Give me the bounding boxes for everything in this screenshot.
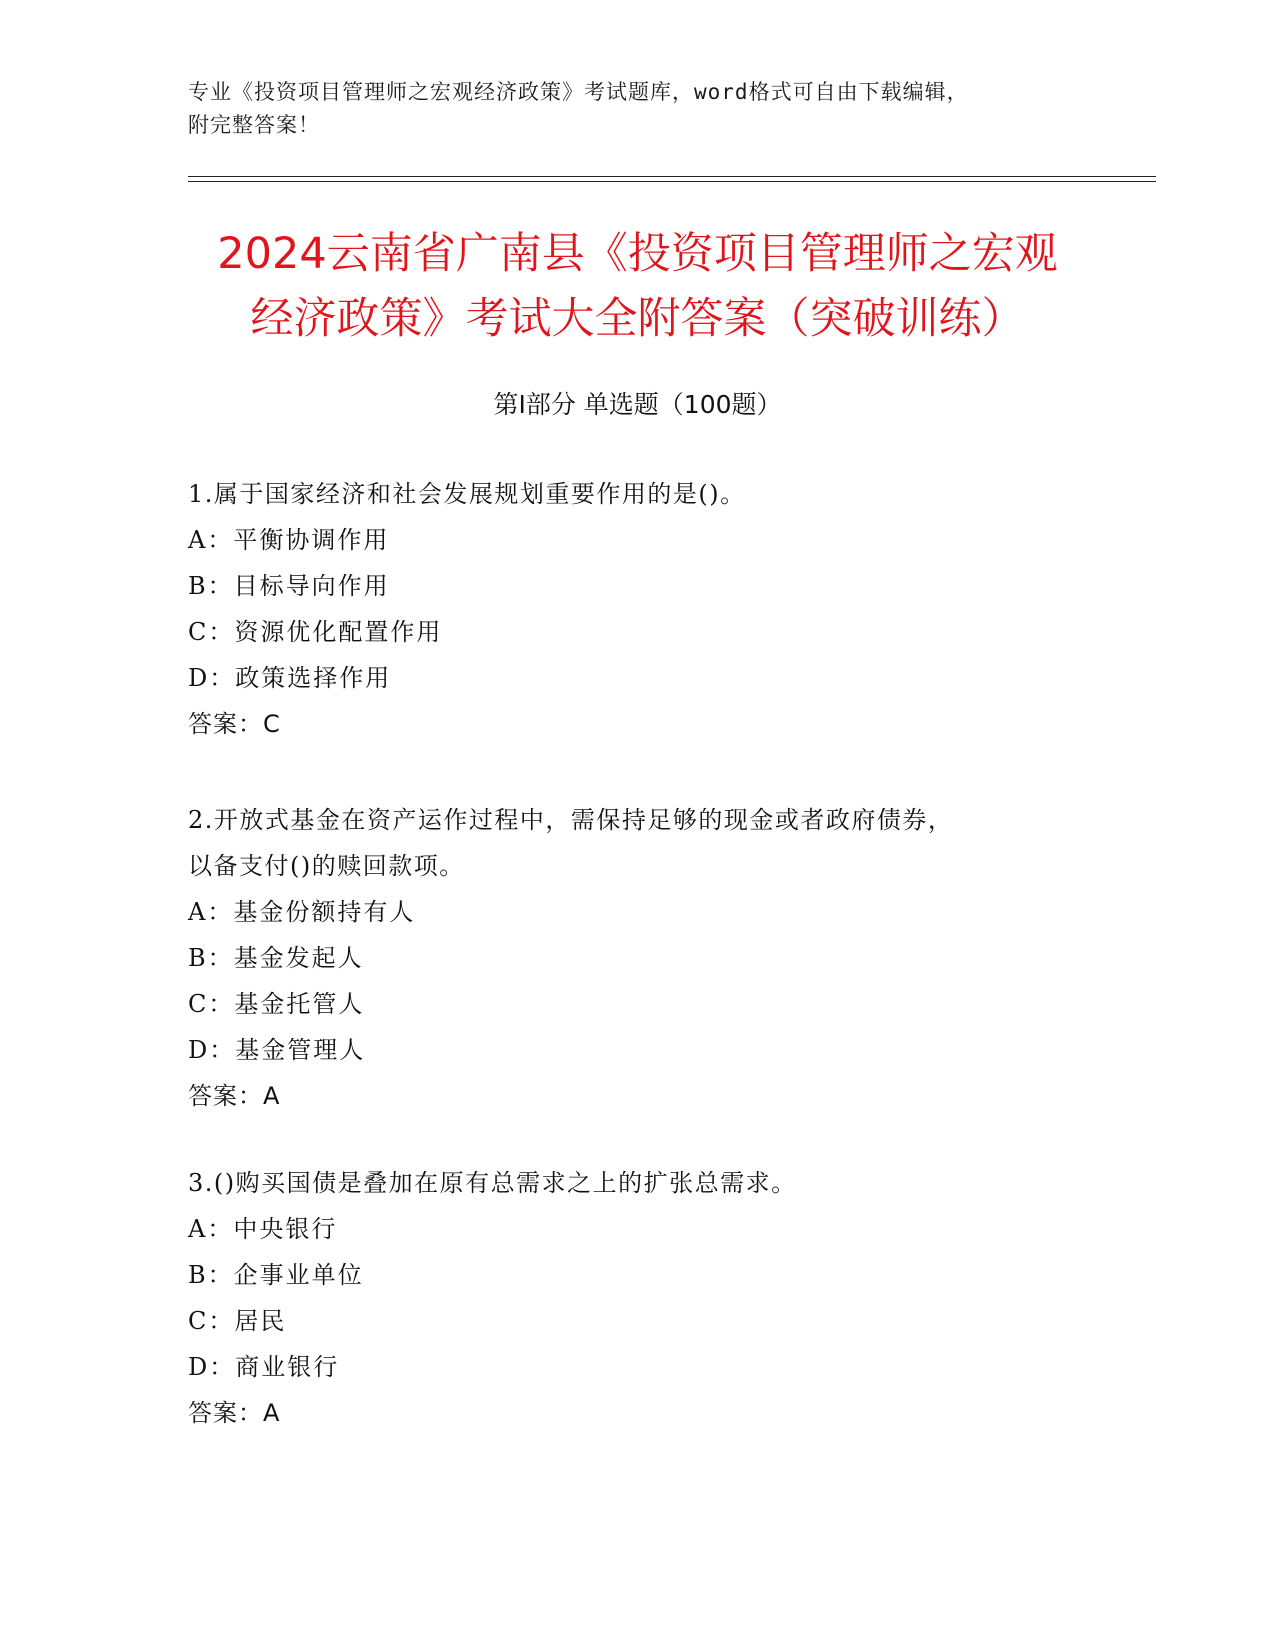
option-c: C：资源优化配置作用 (188, 618, 443, 646)
option-a: A：基金份额持有人 (188, 898, 416, 926)
header-note: 专业《投资项目管理师之宏观经济政策》考试题库，word格式可自由下载编辑， 附完整答案！ (188, 80, 969, 137)
header-divider-top (188, 176, 1156, 177)
option-a: A：平衡协调作用 (188, 526, 390, 554)
answer: 答案：A (188, 1399, 281, 1427)
option-b: B：基金发起人 (188, 944, 364, 972)
option-c: C：基金托管人 (188, 990, 365, 1018)
option-d: D：基金管理人 (188, 1036, 366, 1064)
option-d: D：政策选择作用 (188, 664, 392, 692)
option-b: B：目标导向作用 (188, 572, 390, 600)
question-3 (188, 1160, 1068, 1436)
answer: 答案：A (188, 1082, 281, 1110)
document-title: 2024云南省广南县《投资项目管理师之宏观 经济政策》考试大全附答案（突破训练） (217, 229, 1058, 344)
question-stem: 2.开放式基金在资产运作过程中，需保持足够的现金或者政府债券， 以备支付()的赎回款项。 (188, 806, 954, 880)
header-divider-bottom (188, 181, 1156, 182)
question-stem: 1.属于国家经济和社会发展规划重要作用的是()。 (188, 480, 746, 508)
question-stem: 3.()购买国债是叠加在原有总需求之上的扩张总需求。 (188, 1169, 797, 1197)
section-heading: 第I部分 单选题（100题） (493, 390, 782, 419)
option-b: B：企事业单位 (188, 1261, 364, 1289)
option-c: C：居民 (188, 1307, 287, 1335)
option-a: A：中央银行 (188, 1215, 338, 1243)
answer: 答案：C (188, 710, 281, 738)
question-1 (188, 471, 1068, 747)
option-d: D：商业银行 (188, 1353, 340, 1381)
question-2 (188, 797, 1068, 1119)
